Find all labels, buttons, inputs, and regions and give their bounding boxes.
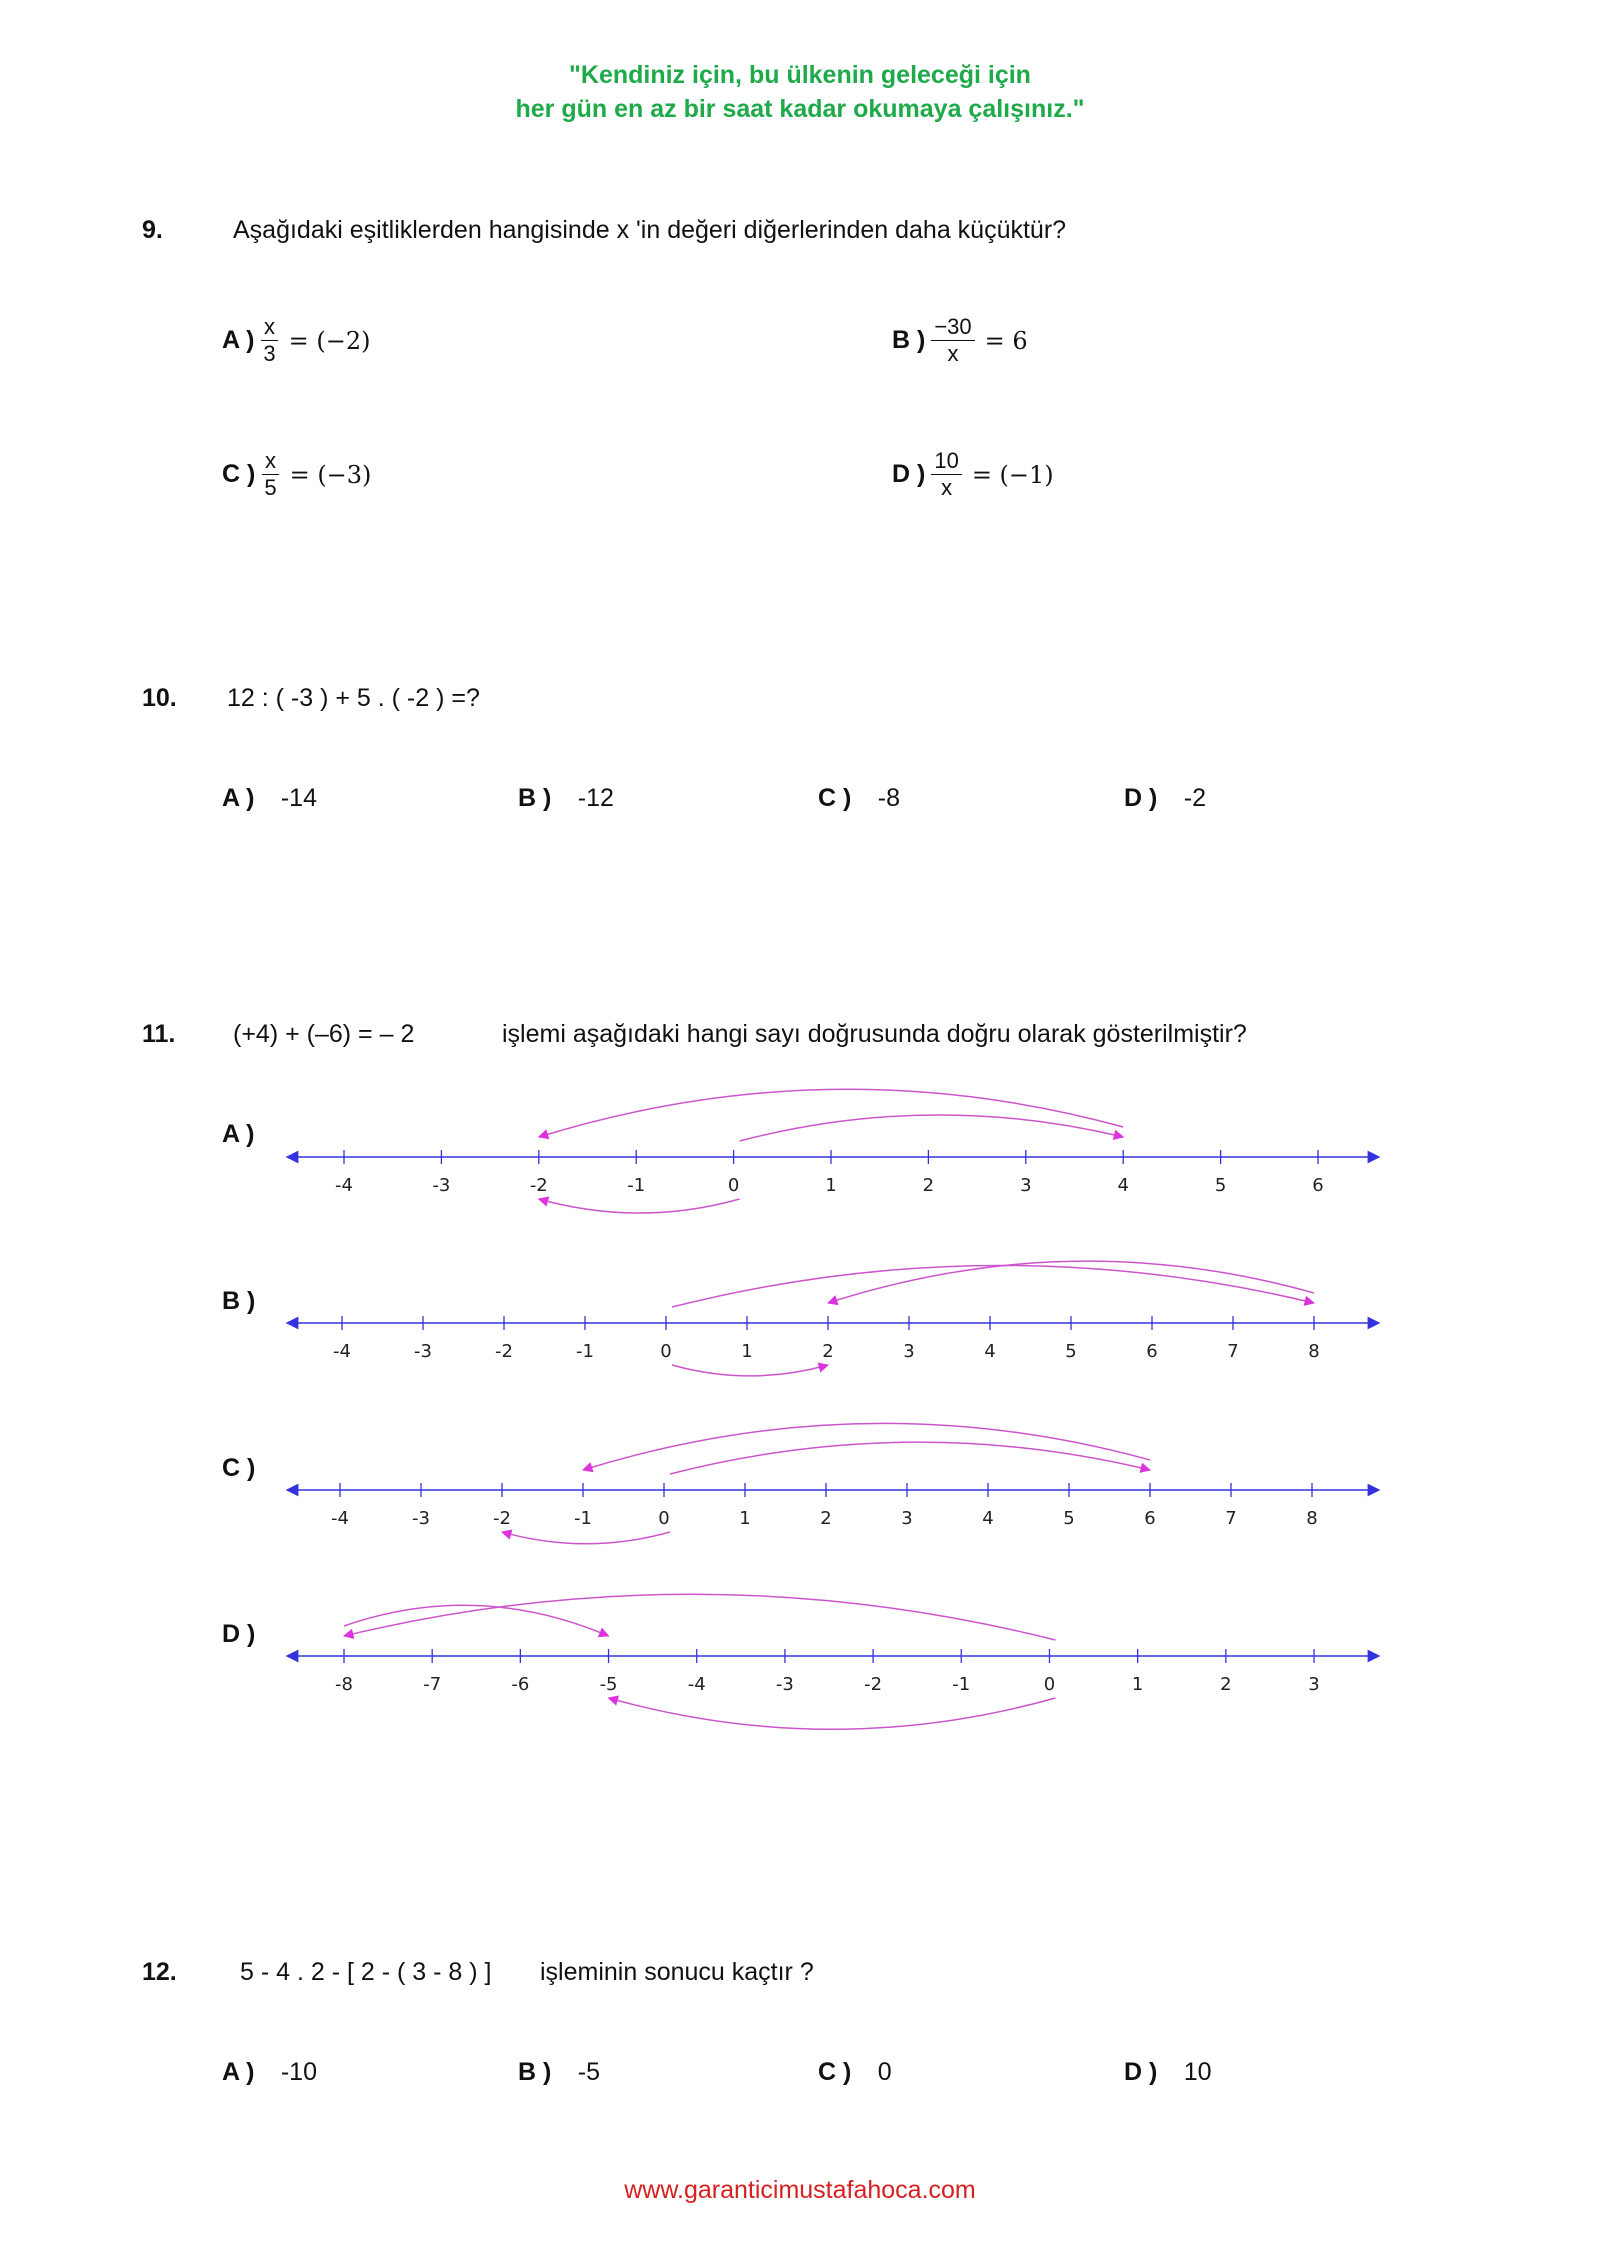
q10-text: 12 : ( -3 ) + 5 . ( -2 ) =? [227, 684, 480, 712]
jump-arrow [502, 1532, 670, 1544]
option-value: -8 [877, 784, 901, 812]
q11-option-d-label[interactable]: D ) [222, 1620, 256, 1648]
footer-url[interactable]: www.garanticimustafahoca.com [624, 2176, 976, 2204]
option-value: -2 [1183, 784, 1207, 812]
tick-label: -2 [864, 1674, 883, 1695]
option-value: -12 [577, 784, 614, 812]
tick-label: 1 [825, 1175, 837, 1196]
tick-label: 2 [1220, 1674, 1232, 1695]
option-label: A ) [222, 784, 255, 812]
tick-label: 8 [1306, 1508, 1318, 1529]
q9-text: Aşağıdaki eşitliklerden hangisinde x 'in değeri diğerlerinden daha küçüktür? [233, 216, 1067, 244]
number-line-a [292, 1089, 1374, 1213]
tick-label: 3 [903, 1341, 915, 1362]
tick-label: -1 [574, 1508, 592, 1529]
jump-arrow [740, 1115, 1124, 1141]
tick-label: 6 [1312, 1175, 1324, 1196]
tick-label: 3 [1020, 1175, 1032, 1196]
tick-label: 1 [741, 1341, 753, 1362]
tick-label: 3 [901, 1508, 913, 1529]
tick-label: 5 [1065, 1341, 1077, 1362]
tick-label: 0 [1043, 1674, 1056, 1695]
tick-label: -3 [414, 1341, 432, 1362]
option-value: 10 [1183, 2058, 1212, 2086]
tick-label: -4 [687, 1674, 706, 1695]
tick-label: 6 [1144, 1508, 1156, 1529]
number-line-b [292, 1261, 1374, 1376]
tick-label: 4 [1117, 1175, 1129, 1196]
q11-option-b-label[interactable]: B ) [222, 1287, 256, 1315]
option-label: C ) [818, 784, 852, 812]
tick-label: -8 [335, 1674, 353, 1695]
tick-label: -4 [333, 1341, 351, 1362]
equation-rhs: = (−1) [971, 460, 1054, 489]
equation-rhs: = 6 [984, 326, 1028, 355]
motto-line-2: her gün en az bir saat kadar okumaya çalışınız." [515, 95, 1085, 123]
tick-label: 4 [984, 1341, 996, 1362]
tick-label: 0 [727, 1175, 740, 1196]
q12-option-d[interactable] [1124, 2058, 1212, 2087]
option-label: B ) [518, 2058, 552, 2086]
q12-text: işleminin sonucu kaçtır ? [540, 1958, 814, 1986]
tick-label: 5 [1063, 1508, 1075, 1529]
option-value: -14 [280, 784, 317, 812]
tick-label: 7 [1225, 1508, 1237, 1529]
tick-label: 1 [1131, 1674, 1144, 1695]
tick-label: -5 [599, 1674, 618, 1695]
q9-number: 9. [142, 216, 163, 244]
tick-label: 2 [822, 1341, 834, 1362]
tick-label: -7 [423, 1674, 442, 1695]
q11-expression: (+4) + (–6) = – 2 [233, 1020, 415, 1048]
tick-label: 6 [1146, 1341, 1158, 1362]
jump-arrow [539, 1199, 740, 1213]
tick-label: -2 [529, 1175, 548, 1196]
fraction: $\frac{x}{5}$ [261, 448, 279, 501]
q10-number: 10. [142, 684, 177, 712]
q12-option-c[interactable] [818, 2058, 892, 2087]
tick-label: -2 [493, 1508, 511, 1529]
q11-option-a-label[interactable]: A ) [222, 1120, 255, 1148]
q12-expression: 5 - 4 . 2 - [ 2 - ( 3 - 8 ) ] [240, 1958, 492, 1986]
jump-arrow [344, 1594, 1055, 1640]
option-label: D ) [1124, 2058, 1158, 2086]
tick-label: -4 [335, 1175, 353, 1196]
jump-arrow [672, 1365, 828, 1376]
jump-arrow [539, 1089, 1123, 1137]
option-label: B ) [518, 784, 552, 812]
tick-label: 8 [1308, 1341, 1320, 1362]
tick-label: 2 [922, 1175, 935, 1196]
tick-label: -6 [511, 1674, 530, 1695]
tick-label: -1 [952, 1674, 971, 1695]
jump-arrow [609, 1698, 1056, 1729]
tick-label: 0 [660, 1341, 672, 1362]
fraction: $\frac{x}{3}$ [260, 314, 278, 367]
tick-label: -2 [495, 1341, 513, 1362]
jump-arrow [670, 1442, 1150, 1474]
tick-label: -4 [331, 1508, 349, 1529]
option-value: -5 [577, 2058, 601, 2086]
number-line-d [292, 1594, 1374, 1729]
q11-number: 11. [142, 1020, 176, 1048]
tick-label: -1 [627, 1175, 646, 1196]
q11-option-c-label[interactable]: C ) [222, 1454, 256, 1482]
option-label: D ) [1124, 784, 1158, 812]
option-label: D ) [892, 460, 926, 488]
tick-label: 5 [1214, 1175, 1227, 1196]
tick-label: -3 [412, 1508, 430, 1529]
fraction: $\frac{10}{x}$ [931, 448, 961, 501]
tick-label: -3 [775, 1674, 794, 1695]
tick-label: 1 [739, 1508, 751, 1529]
tick-label: 2 [820, 1508, 832, 1529]
jump-arrow [583, 1423, 1150, 1470]
q12-option-b[interactable] [518, 2058, 600, 2087]
option-label: C ) [222, 460, 256, 488]
tick-label: 3 [1308, 1674, 1320, 1695]
q12-option-a[interactable] [222, 2058, 317, 2087]
q11-text: işlemi aşağıdaki hangi sayı doğrusunda doğru olarak gösterilmiştir? [502, 1020, 1247, 1048]
option-label: C ) [818, 2058, 852, 2086]
tick-label: -3 [432, 1175, 451, 1196]
tick-label: 0 [658, 1508, 670, 1529]
tick-label: -1 [576, 1341, 594, 1362]
option-value: 0 [877, 2058, 892, 2086]
tick-label: 4 [982, 1508, 994, 1529]
motto-line-1: "Kendiniz için, bu ülkenin geleceği için [569, 61, 1031, 89]
fraction: $\frac{-30}{x}$ [931, 314, 974, 367]
number-line-c [292, 1423, 1374, 1543]
option-value: -10 [280, 2058, 317, 2086]
option-label: A ) [222, 2058, 255, 2086]
equation-rhs: = (−2) [288, 326, 371, 355]
option-label: A ) [222, 326, 255, 354]
tick-label: 7 [1227, 1341, 1239, 1362]
option-label: B ) [892, 326, 926, 354]
q12-number: 12. [142, 1958, 177, 1986]
equation-rhs: = (−3) [289, 460, 372, 489]
